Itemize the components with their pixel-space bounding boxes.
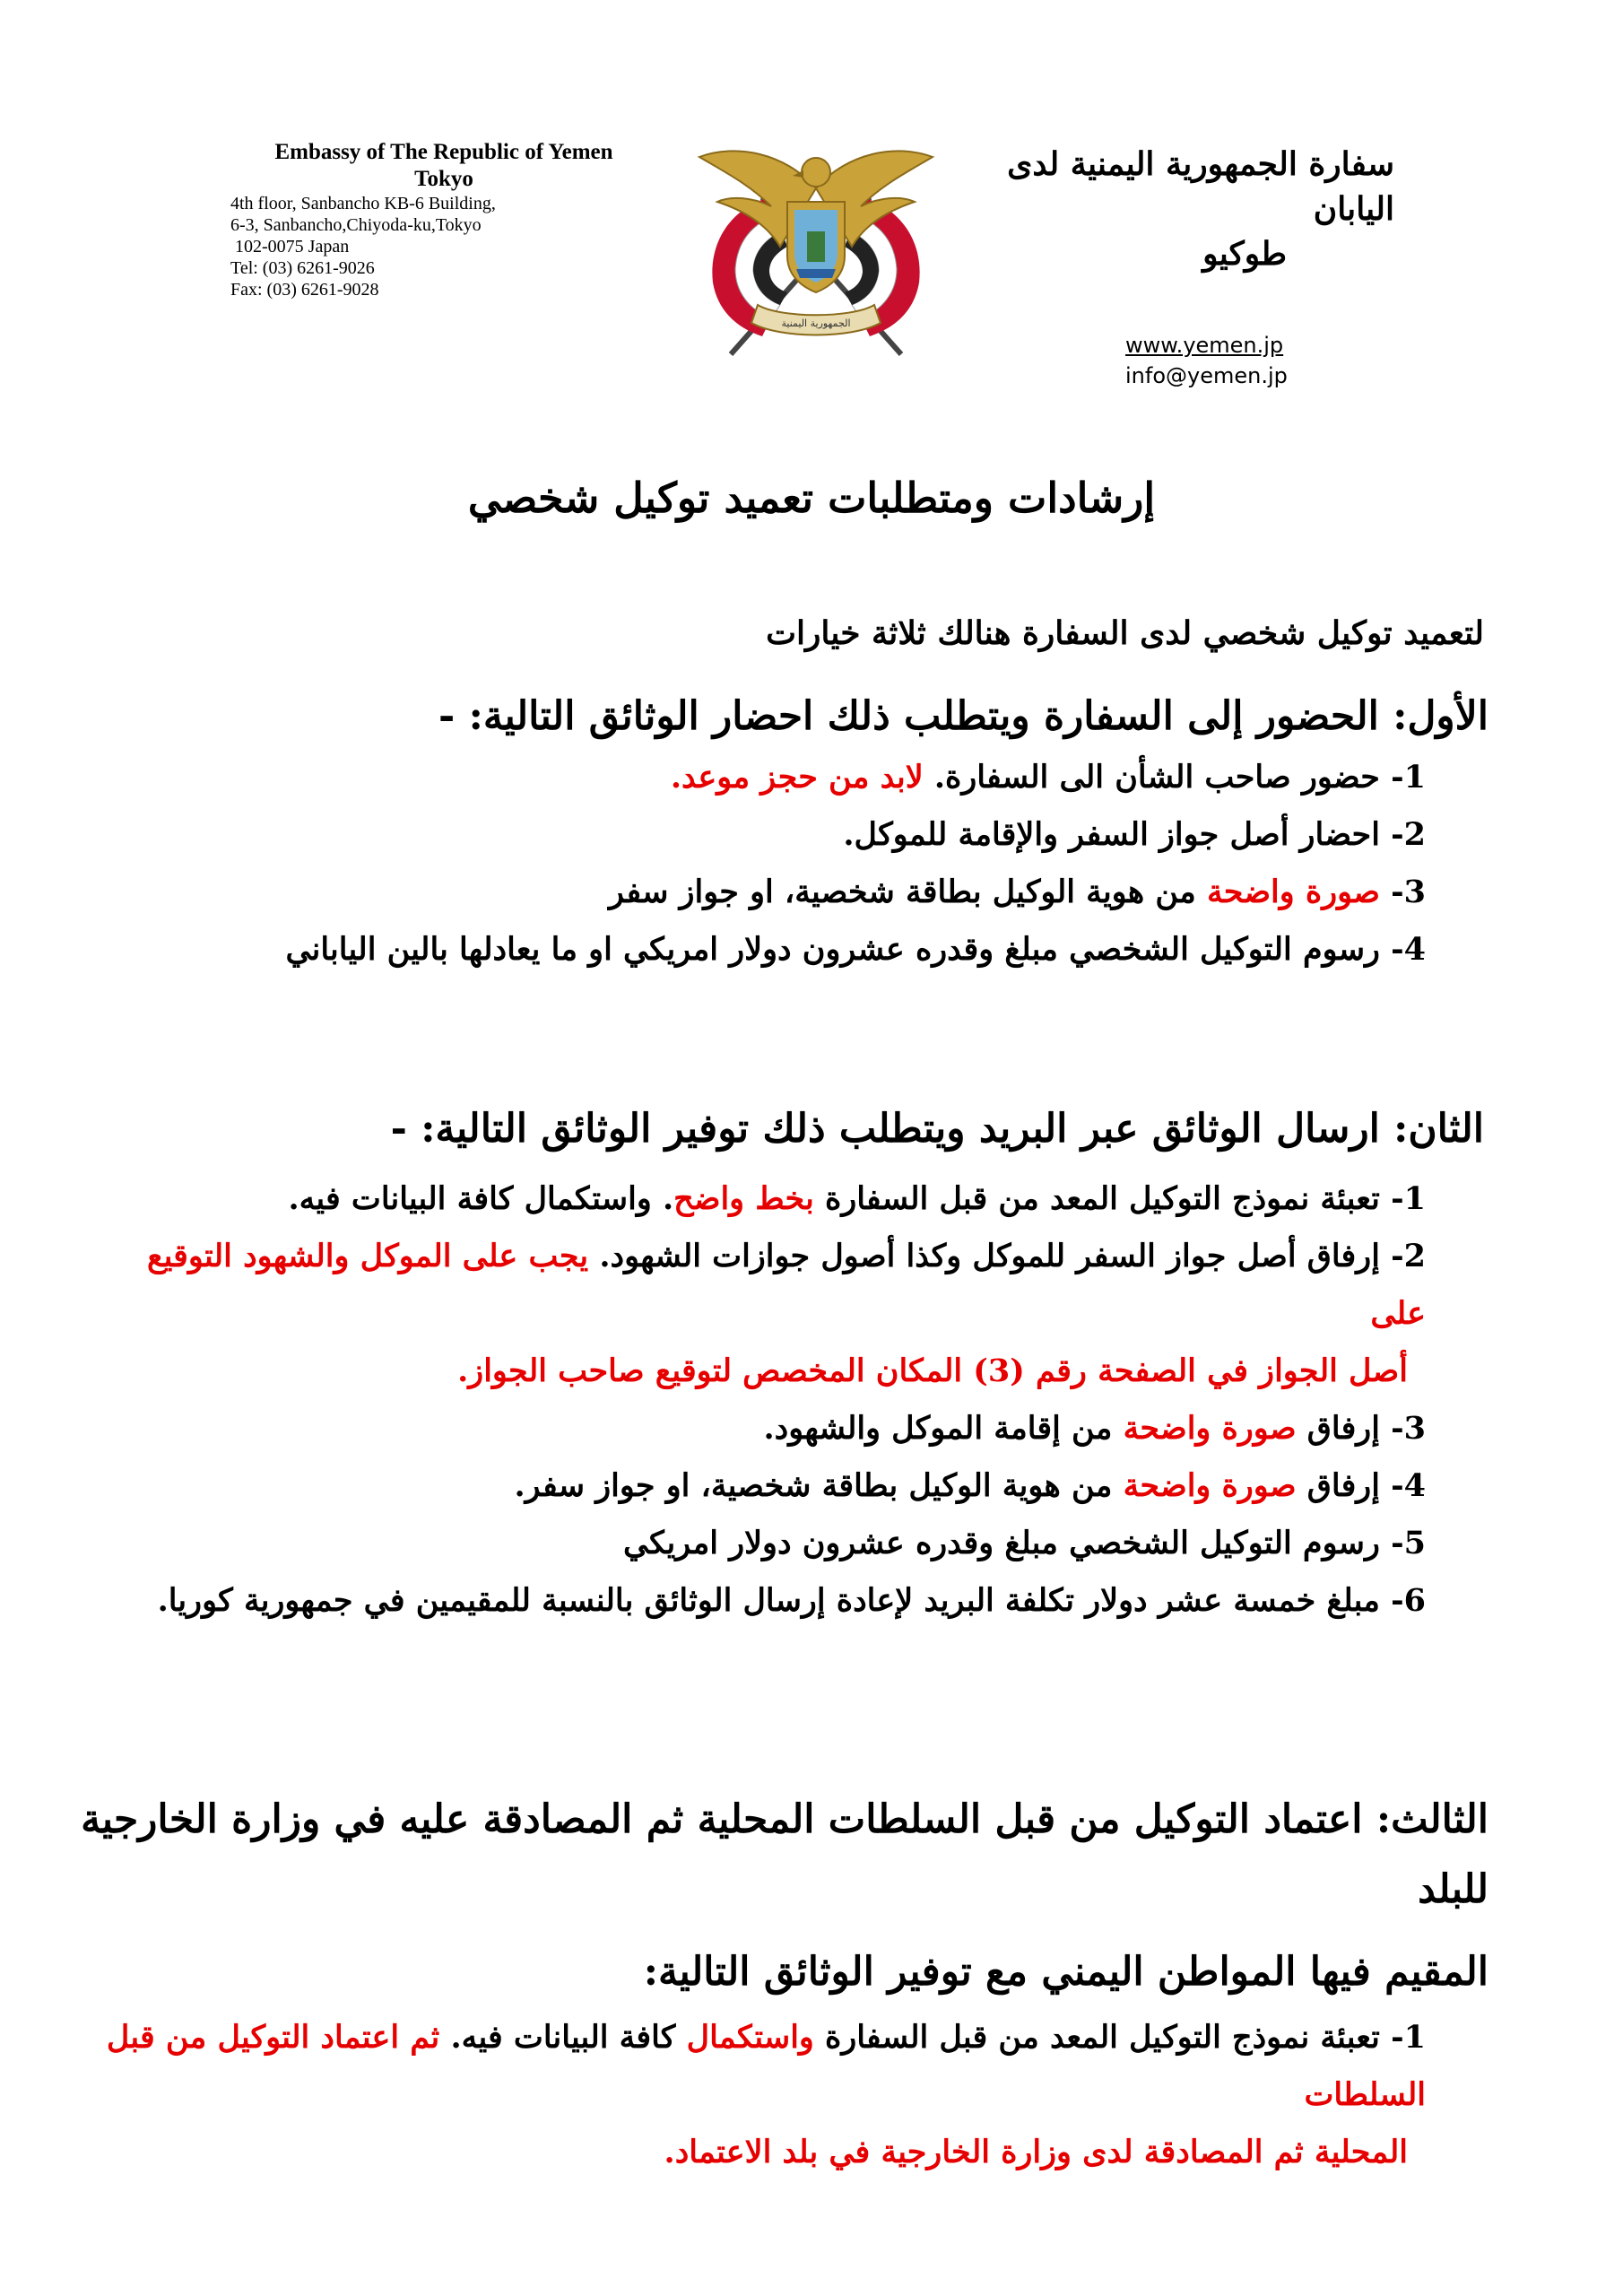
list-item: 4- إرفاق صورة واضحة من هوية الوكيل بطاقة شخصية، او جواز سفر. — [514, 1467, 1426, 1504]
document-title: إرشادات ومتطلبات تعميد توكيل شخصي — [467, 474, 1156, 522]
embassy-name-en: Embassy of The Republic of Yemen — [274, 140, 613, 164]
email-address[interactable]: info@yemen.jp — [1125, 363, 1288, 388]
fax: Fax: (03) 6261-9028 — [230, 280, 379, 300]
contact-info — [1125, 330, 1288, 391]
letterhead-arabic — [946, 142, 1394, 276]
address-line-1: 4th floor, Sanbancho KB-6 Building, — [230, 194, 496, 213]
letterhead-english — [229, 139, 659, 300]
list-item: 4- رسوم التوكيل الشخصي مبلغ وقدره عشرون دولار امريكي او ما يعادلها بالين الياباني — [285, 931, 1426, 968]
intro-text: لتعميد توكيل شخصي لدى السفارة هنالك ثلاثة خيارات — [766, 614, 1484, 652]
list-item: 2- احضار أصل جواز السفر والإقامة للموكل. — [843, 816, 1426, 853]
website-link[interactable]: www.yemen.jp — [1125, 333, 1284, 358]
option-3-heading — [72, 1785, 1488, 2007]
list-item: 6- مبلغ خمسة عشر دولار تكلفة البريد لإعادة إرسال الوثائق بالنسبة للمقيمين في جمهورية كوريا. — [157, 1582, 1426, 1619]
list-item: 3- إرفاق صورة واضحة من إقامة الموكل والشهود. — [763, 1410, 1426, 1447]
yemen-eagle-emblem-icon — [681, 135, 950, 359]
list-item-continuation: المحلية ثم المصادقة لدى وزارة الخارجية في بلد الاعتماد. — [664, 2134, 1408, 2170]
list-item: 1- تعبئة نموذج التوكيل المعد من قبل السفارة بخط واضح. واستكمال كافة البيانات فيه. — [288, 1180, 1426, 1217]
telephone: Tel: (03) 6261-9026 — [230, 258, 375, 278]
option-2-list — [126, 1170, 1488, 1630]
list-item: 5- رسوم التوكيل الشخصي مبلغ وقدره عشرون دولار امريكي — [622, 1525, 1426, 1561]
embassy-city-ar: طوكيو — [1202, 235, 1287, 273]
emblem-motto: الجمهورية اليمنية — [781, 317, 851, 329]
option-3-heading-line-1: الثالث: اعتماد التوكيل من قبل السلطات المحلية ثم المصادقة عليه في وزارة الخارجية للبلد — [81, 1796, 1488, 1912]
address-line-2: 6-3, Sanbancho,Chiyoda-ku,Tokyo — [230, 215, 482, 235]
option-3-list — [54, 2009, 1488, 2181]
list-item-continuation: أصل الجواز في الصفحة رقم (3) المكان المخصص لتوقيع صاحب الجواز. — [457, 1352, 1408, 1389]
option-1-heading: الأول: الحضور إلى السفارة ويتطلب ذلك احضار الوثائق التالية: - — [438, 693, 1488, 739]
option-3-heading-line-2: المقيم فيها المواطن اليمني مع توفير الوثائق التالية: — [643, 1949, 1488, 1995]
option-1-list — [126, 749, 1488, 978]
option-2-heading: الثان: ارسال الوثائق عبر البريد ويتطلب ذلك توفير الوثائق التالية: - — [390, 1106, 1484, 1152]
list-item: 2- إرفاق أصل جواز السفر للموكل وكذا أصول جوازات الشهود. يجب على الموكل والشهود التوقيع على — [146, 1238, 1426, 1332]
embassy-city-en: Tokyo — [414, 167, 473, 191]
list-item: 1- حضور صاحب الشأن الى السفارة. لابد من حجز موعد. — [670, 759, 1426, 796]
list-item: 3- صورة واضحة من هوية الوكيل بطاقة شخصية، او جواز سفر — [609, 874, 1426, 910]
list-item: 1- تعبئة نموذج التوكيل المعد من قبل السفارة واستكمال كافة البيانات فيه. ثم اعتماد التوكيل من قبل السلطات — [106, 2019, 1426, 2113]
address-line-3: 102-0075 Japan — [230, 237, 350, 257]
embassy-name-ar: سفارة الجمهورية اليمنية لدى اليابان — [1007, 145, 1394, 228]
